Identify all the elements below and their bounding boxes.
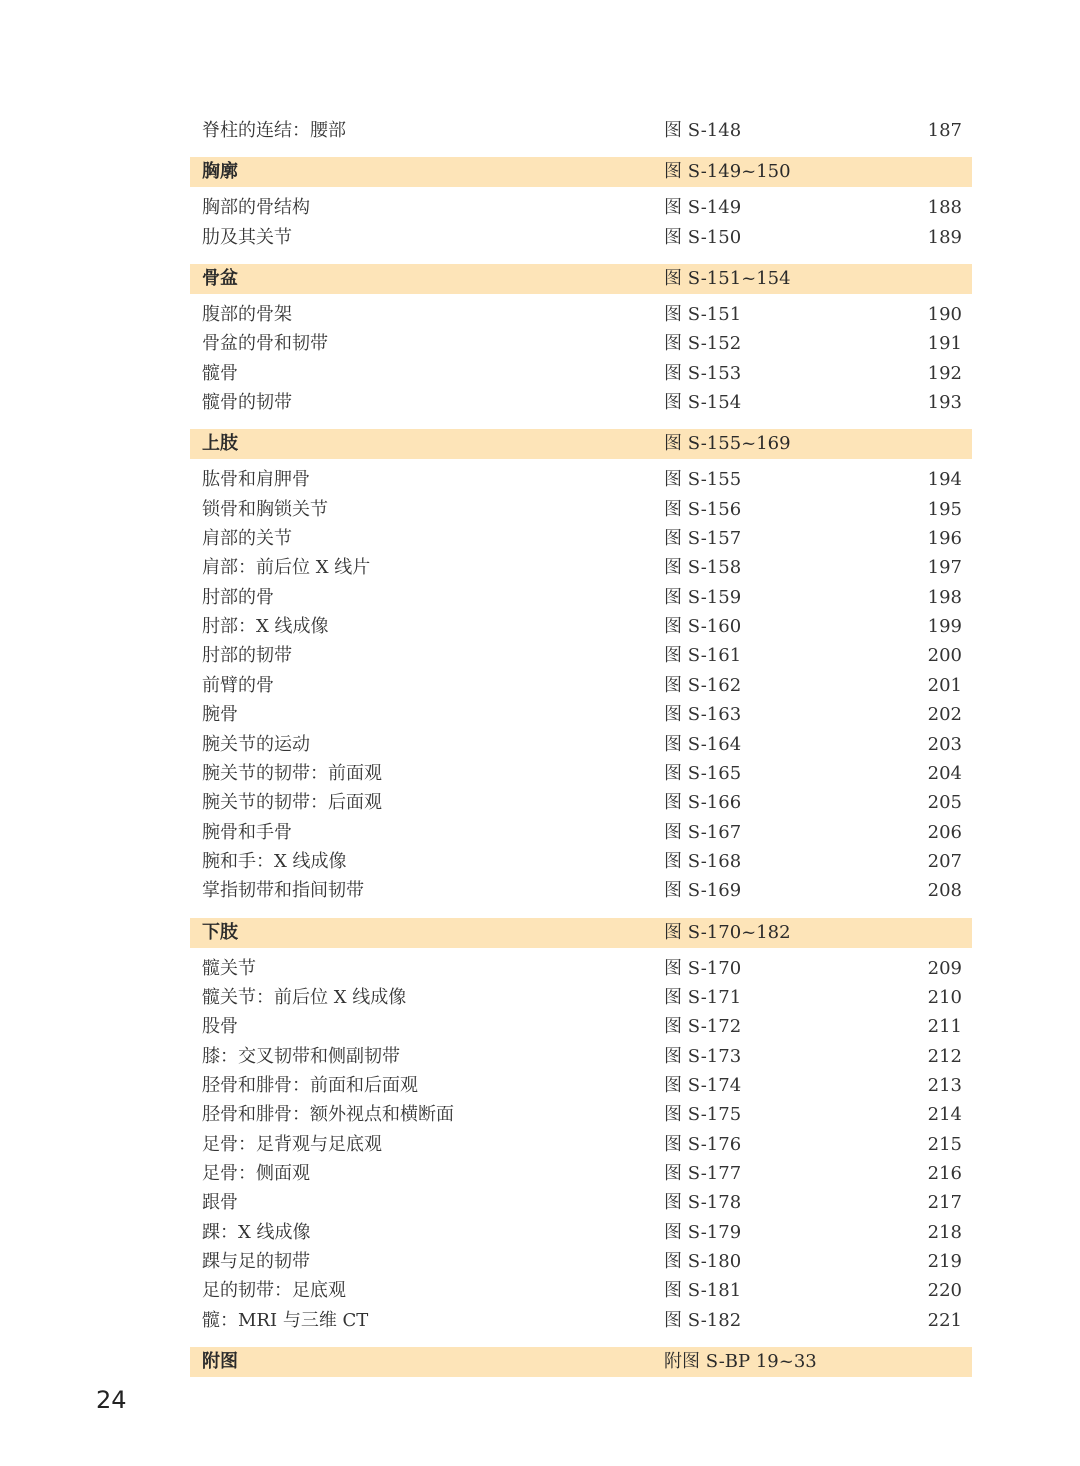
entry-title: 膝：交叉韧带和侧副韧带: [202, 1045, 400, 1067]
entry-figure: 图 S-171: [664, 986, 742, 1008]
entry-title: 踝：X 线成像: [202, 1221, 311, 1243]
section-figure-range: 附图 S-BP 19~33: [664, 1351, 817, 1373]
entry-figure: 图 S-158: [664, 557, 742, 579]
section-header: [190, 157, 972, 187]
toc-entry: [190, 223, 972, 252]
entry-title: 胫骨和腓骨：额外视点和横断面: [202, 1104, 454, 1126]
entry-figure: 图 S-148: [664, 120, 742, 141]
toc-entry: [190, 359, 972, 388]
section-header: [190, 264, 972, 294]
entry-figure: 图 S-174: [664, 1074, 742, 1096]
entry-title: 髋骨: [202, 362, 238, 384]
entry-figure: 图 S-180: [664, 1251, 742, 1272]
toc-entry: [190, 1188, 972, 1217]
entry-title: 髋骨的韧带: [202, 392, 292, 414]
entry-figure: 图 S-161: [664, 645, 742, 667]
toc-entry: [190, 553, 972, 582]
entry-figure: 图 S-182: [664, 1309, 742, 1331]
toc-entry: [190, 388, 972, 417]
toc-entry: [190, 1306, 972, 1335]
entry-title: 肘部的韧带: [202, 645, 292, 667]
section-title: 上肢: [202, 433, 238, 455]
section-title: 胸廓: [202, 161, 238, 183]
entry-page-number: 195: [927, 498, 962, 520]
entry-page-number: 194: [927, 469, 962, 491]
toc-entry: [190, 524, 972, 553]
entry-figure: 图 S-169: [664, 880, 742, 902]
toc-entry: [190, 730, 972, 759]
section-figure-range: 图 S-151~154: [664, 268, 791, 290]
entry-page-number: 190: [927, 304, 962, 326]
section-title: 骨盆: [202, 268, 238, 290]
entry-title: 腕关节的韧带：前面观: [202, 762, 382, 784]
entry-title: 跟骨: [202, 1192, 238, 1214]
toc-entry: [190, 116, 972, 145]
entry-page-number: 211: [927, 1016, 962, 1038]
entry-figure: 图 S-160: [664, 616, 742, 638]
entry-figure: 图 S-173: [664, 1045, 742, 1067]
entry-page-number: 212: [927, 1045, 962, 1067]
section-figure-range: 图 S-155~169: [664, 433, 791, 455]
toc-entry: [190, 1247, 972, 1276]
toc-entry: [190, 759, 972, 788]
entry-page-number: 200: [927, 645, 962, 667]
toc-entry: [190, 612, 972, 641]
toc-entry: [190, 1130, 972, 1159]
entry-title: 肩部：前后位 X 线片: [202, 557, 371, 579]
entry-page-number: 188: [927, 197, 962, 219]
entry-figure: 图 S-159: [664, 586, 742, 608]
section-header: [190, 918, 972, 948]
entry-figure: 图 S-170: [664, 957, 742, 979]
entry-page-number: 218: [927, 1221, 962, 1243]
section-header: [190, 1347, 972, 1377]
entry-page-number: 210: [927, 986, 962, 1008]
entry-title: 腹部的骨架: [202, 304, 292, 326]
toc-entry: [190, 583, 972, 612]
entry-figure: 图 S-155: [664, 469, 742, 491]
entry-title: 踝与足的韧带: [202, 1251, 310, 1272]
entry-page-number: 189: [927, 226, 962, 248]
toc-entry: [190, 847, 972, 876]
entry-title: 肘部的骨: [202, 586, 274, 608]
entry-title: 前臂的骨: [202, 674, 274, 696]
entry-title: 肋及其关节: [202, 226, 292, 248]
entry-figure: 图 S-157: [664, 528, 742, 550]
toc-entry: [190, 1159, 972, 1188]
toc-entry: [190, 788, 972, 817]
entry-title: 股骨: [202, 1016, 238, 1038]
entry-title: 肘部：X 线成像: [202, 616, 329, 638]
entry-page-number: 217: [927, 1192, 962, 1214]
entry-title: 腕骨: [202, 704, 238, 726]
entry-page-number: 191: [927, 333, 962, 355]
toc-entry: [190, 1100, 972, 1129]
toc-entry: [190, 818, 972, 847]
entry-title: 掌指韧带和指间韧带: [202, 880, 364, 902]
entry-figure: 图 S-181: [664, 1280, 742, 1302]
entry-page-number: 199: [927, 616, 962, 638]
entry-page-number: 205: [927, 792, 962, 814]
toc-entry: [190, 700, 972, 729]
entry-figure: 图 S-163: [664, 704, 742, 726]
entry-title: 髋关节: [202, 957, 256, 979]
entry-page-number: 215: [927, 1133, 962, 1155]
entry-figure: 图 S-165: [664, 762, 742, 784]
entry-page-number: 220: [927, 1280, 962, 1302]
entry-title: 胸部的骨结构: [202, 197, 310, 219]
entry-title: 腕关节的运动: [202, 733, 310, 755]
entry-page-number: 193: [927, 392, 962, 414]
entry-figure: 图 S-166: [664, 792, 742, 814]
toc-entry: [190, 876, 972, 905]
entry-figure: 图 S-175: [664, 1104, 742, 1126]
entry-title: 足的韧带：足底观: [202, 1280, 346, 1302]
page-number: 24: [96, 1386, 127, 1414]
entry-page-number: 197: [927, 557, 962, 579]
entry-title: 髋关节：前后位 X 线成像: [202, 986, 407, 1008]
entry-page-number: 213: [927, 1074, 962, 1096]
toc-entry: [190, 1071, 972, 1100]
section-header: [190, 429, 972, 459]
toc-entry: [190, 954, 972, 983]
entry-figure: 图 S-150: [664, 226, 742, 248]
entry-title: 肱骨和肩胛骨: [202, 469, 310, 491]
entry-page-number: 198: [927, 586, 962, 608]
entry-figure: 图 S-152: [664, 333, 742, 355]
toc-entry: [190, 641, 972, 670]
toc-entry: [190, 1276, 972, 1305]
toc-entry: [190, 193, 972, 222]
toc-entry: [190, 1042, 972, 1071]
entry-title: 腕和手：X 线成像: [202, 850, 347, 872]
table-of-contents: [190, 116, 972, 1383]
toc-entry: [190, 1218, 972, 1247]
entry-page-number: 196: [927, 528, 962, 550]
entry-figure: 图 S-151: [664, 304, 742, 326]
toc-entry: [190, 495, 972, 524]
entry-page-number: 202: [927, 704, 962, 726]
entry-title: 腕骨和手骨: [202, 821, 292, 843]
toc-entry: [190, 300, 972, 329]
toc-entry: [190, 671, 972, 700]
entry-title: 腕关节的韧带：后面观: [202, 792, 382, 814]
entry-figure: 图 S-153: [664, 362, 742, 384]
section-figure-range: 图 S-170~182: [664, 921, 791, 943]
toc-entry: [190, 1012, 972, 1041]
entry-figure: 图 S-179: [664, 1221, 742, 1243]
entry-title: 足骨：侧面观: [202, 1162, 310, 1184]
entry-page-number: 214: [927, 1104, 962, 1126]
entry-figure: 图 S-167: [664, 821, 742, 843]
entry-title: 脊柱的连结：腰部: [202, 120, 346, 141]
entry-figure: 图 S-168: [664, 850, 742, 872]
entry-page-number: 209: [927, 957, 962, 979]
entry-page-number: 206: [927, 821, 962, 843]
entry-figure: 图 S-177: [664, 1162, 742, 1184]
entry-page-number: 203: [927, 733, 962, 755]
entry-title: 髋：MRI 与三维 CT: [202, 1309, 369, 1331]
entry-page-number: 219: [927, 1251, 962, 1272]
toc-entry: [190, 329, 972, 358]
entry-page-number: 204: [927, 762, 962, 784]
entry-figure: 图 S-154: [664, 392, 742, 414]
entry-figure: 图 S-164: [664, 733, 742, 755]
entry-title: 锁骨和胸锁关节: [202, 498, 328, 520]
entry-title: 骨盆的骨和韧带: [202, 333, 328, 355]
entry-title: 胫骨和腓骨：前面和后面观: [202, 1074, 418, 1096]
entry-figure: 图 S-178: [664, 1192, 742, 1214]
entry-title: 足骨：足背观与足底观: [202, 1133, 382, 1155]
entry-figure: 图 S-162: [664, 674, 742, 696]
entry-figure: 图 S-172: [664, 1016, 742, 1038]
entry-figure: 图 S-176: [664, 1133, 742, 1155]
entry-page-number: 192: [927, 362, 962, 384]
toc-entry: [190, 465, 972, 494]
entry-page-number: 201: [927, 674, 962, 696]
entry-title: 肩部的关节: [202, 528, 292, 550]
section-title: 下肢: [202, 921, 238, 943]
entry-page-number: 216: [927, 1162, 962, 1184]
entry-figure: 图 S-149: [664, 197, 742, 219]
entry-page-number: 221: [927, 1309, 962, 1331]
section-title: 附图: [202, 1351, 238, 1373]
entry-figure: 图 S-156: [664, 498, 742, 520]
entry-page-number: 208: [927, 880, 962, 902]
section-figure-range: 图 S-149~150: [664, 161, 791, 183]
entry-page-number: 187: [927, 120, 962, 141]
entry-page-number: 207: [927, 850, 962, 872]
toc-entry: [190, 983, 972, 1012]
